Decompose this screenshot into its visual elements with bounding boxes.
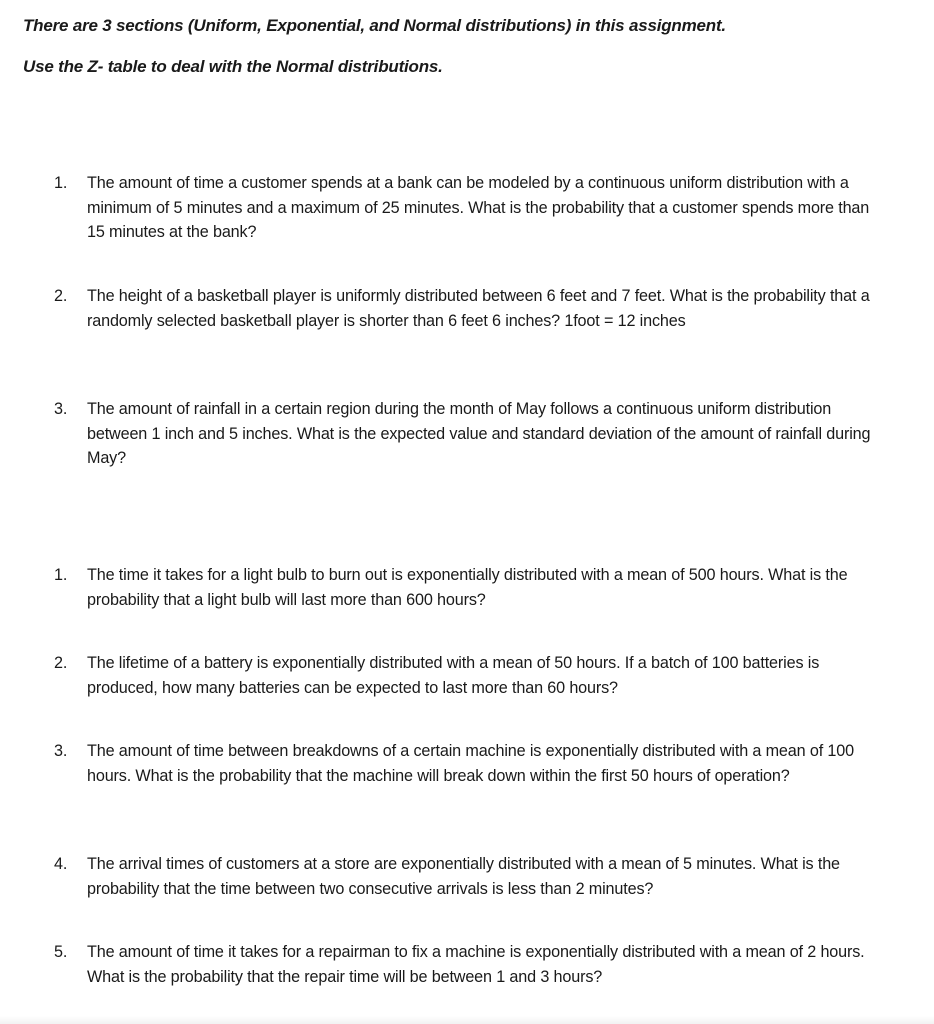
page-bottom-edge	[0, 1016, 934, 1024]
exponential-question-5	[54, 940, 874, 989]
question-number: 3.	[54, 400, 68, 418]
question-text: The amount of time it takes for a repairman to fix a machine is exponentially distributed with a mean of 2 hours. What is the probability that the repair time will be between 1 and 3 hours?	[87, 943, 865, 986]
uniform-question-1	[54, 171, 874, 245]
assignment-intro-z-table: Use the Z- table to deal with the Normal distributions.	[23, 57, 443, 76]
question-text: The arrival times of customers at a store are exponentially distributed with a mean of 5 minutes. What is the probability that the time between two consecutive arrivals is less than 2 minutes?	[87, 855, 840, 898]
question-text: The time it takes for a light bulb to burn out is exponentially distributed with a mean of 500 hours. What is the probability that a light bulb will last more than 600 hours?	[87, 566, 848, 609]
uniform-question-3	[54, 397, 874, 471]
question-number: 4.	[54, 855, 68, 873]
question-number: 5.	[54, 943, 68, 961]
exponential-question-3	[54, 739, 874, 788]
assignment-intro-sections: There are 3 sections (Uniform, Exponential, and Normal distributions) in this assignment.	[23, 16, 726, 35]
question-number: 2.	[54, 654, 68, 672]
uniform-question-2	[54, 284, 874, 333]
question-number: 1.	[54, 174, 68, 192]
question-number: 1.	[54, 566, 68, 584]
question-text: The height of a basketball player is uniformly distributed between 6 feet and 7 feet. What is the probability that a randomly selected basketball player is shorter than 6 feet 6 inches? 1foot = 12 inches	[87, 287, 870, 330]
question-text: The lifetime of a battery is exponentially distributed with a mean of 50 hours. If a batch of 100 batteries is produced, how many batteries can be expected to last more than 60 hours?	[87, 654, 820, 697]
question-text: The amount of time a customer spends at a bank can be modeled by a continuous uniform distribution with a minimum of 5 minutes and a maximum of 25 minutes. What is the probability that a customer spends more than 15 minutes at the bank?	[87, 174, 870, 241]
question-text: The amount of rainfall in a certain region during the month of May follows a continuous uniform distribution between 1 inch and 5 inches. What is the expected value and standard deviation of the amount of rainfall during May?	[87, 400, 871, 467]
question-number: 2.	[54, 287, 68, 305]
question-text: The amount of time between breakdowns of a certain machine is exponentially distributed with a mean of 100 hours. What is the probability that the machine will break down within the first 50 hours of operation?	[87, 742, 854, 785]
question-number: 3.	[54, 742, 68, 760]
exponential-question-4	[54, 852, 874, 901]
exponential-question-1	[54, 563, 874, 612]
exponential-question-2	[54, 651, 874, 700]
